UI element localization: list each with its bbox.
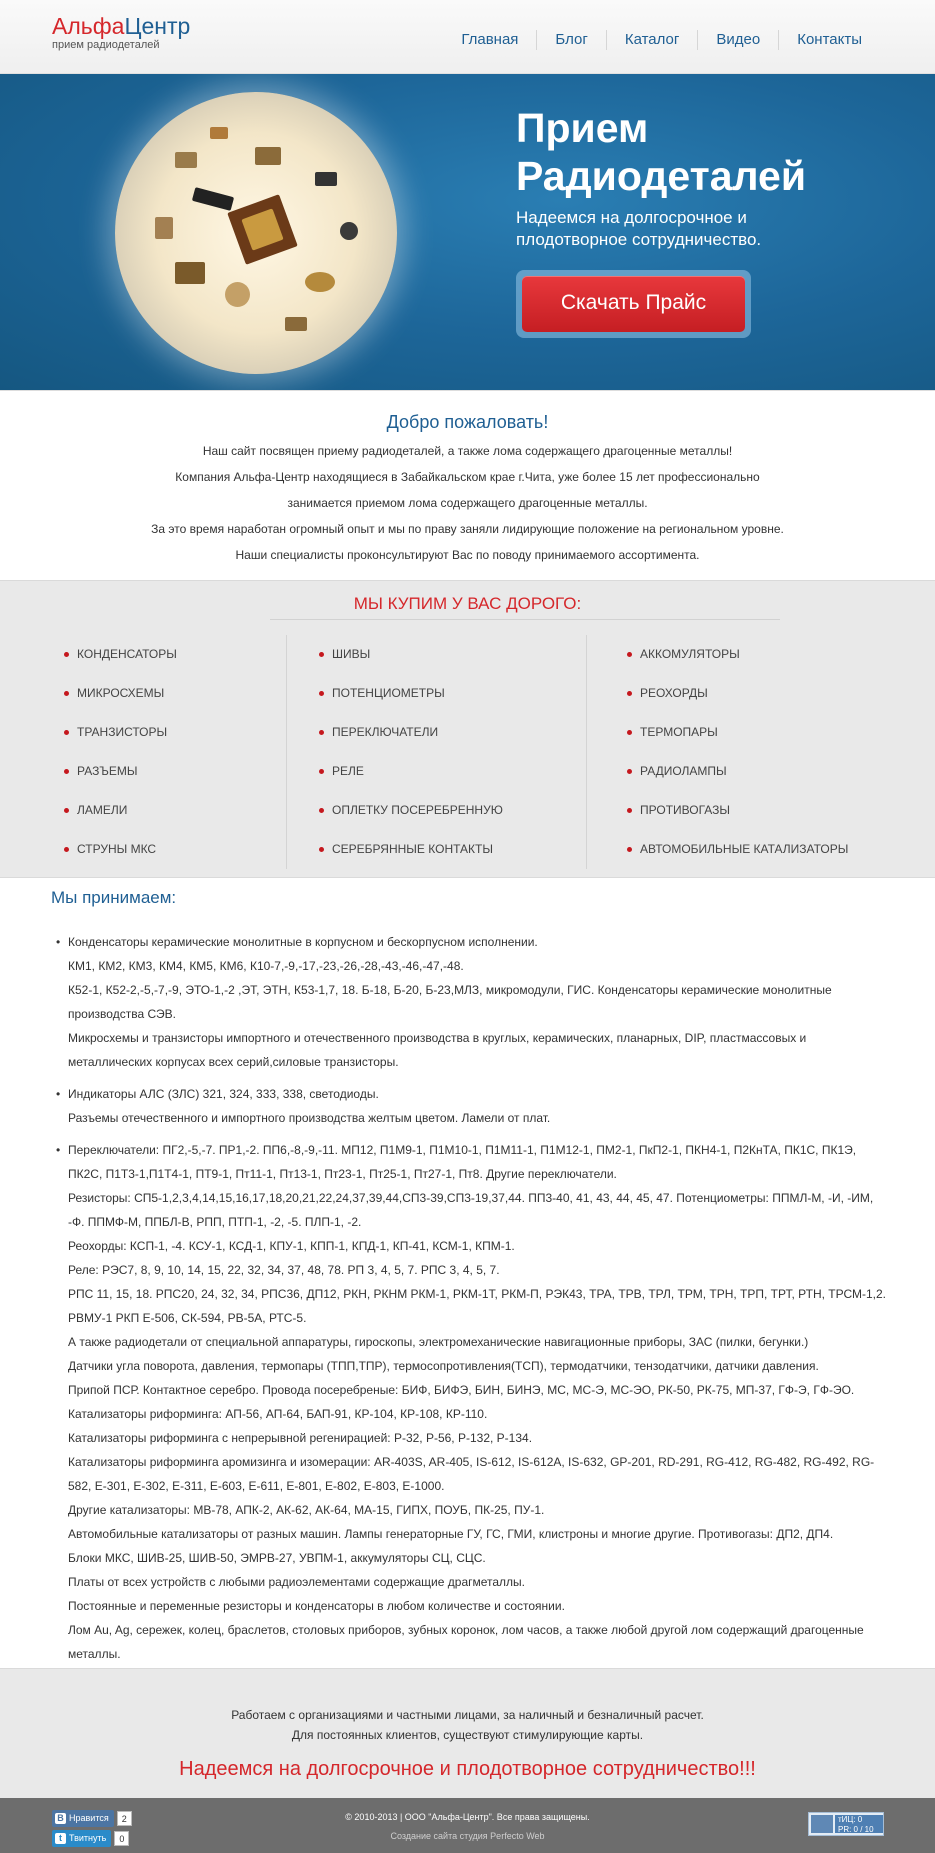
buy-item: РЕОХОРДЫ bbox=[627, 674, 882, 713]
buy-item: СТРУНЫ МКС bbox=[64, 830, 286, 869]
tweet-button[interactable]: t Твитнуть bbox=[52, 1830, 111, 1847]
logo-subtitle: прием радиодеталей bbox=[52, 39, 160, 51]
vk-icon: В bbox=[55, 1813, 66, 1824]
vk-like-count: 2 bbox=[117, 1811, 132, 1826]
buy-item: ТРАНЗИСТОРЫ bbox=[64, 713, 286, 752]
accept-title: Мы принимаем: bbox=[51, 888, 177, 907]
list-item: • Переключатели: ПГ2,-5,-7. ПР1,-2. ПП6,-8,-9,-11. МП12, П1М9-1, П1М10-1, П1М11-1, П1М12-1, ПМ2-1, ПкП2-1, ПКН4-1, П2КнТА, ПК1С, ПК1Э, ПК2С, П1Т3-1,П1Т4-1, ПТ9-1, Пт11-1, Пт13-1, Пт23-1, Пт25-1, Пт27-1, Пт8. Другие переключатели. Резисторы: СП5-1,2,3,4,14,15,16,17,18,20,21,22,24,37,39,44,СП3-39,СП3-19,37,44. ПП3-40, 41, 43, 44, 45, 47. Потенциометры: ППМЛ-М, -И, -ИМ, -Ф. ППМФ-М, ППБЛ-В, РПП, ПТП-1, -2, -5. ПЛП-1, -2. Реохорды: КСП-1, -4. КСУ-1, КСД-1, КПУ-1, КПП-1, КПД-1, КП-41, КСМ-1, КПМ-1. Реле: РЭС7, 8, 9, 10, 14, 15, 22, 32, 34, 37, 48, 78. РП 3, 4, 5, 7. РПС 3, 4, 5, 7. РПС 11, 15, 18. РПС20, 24, 32, 34, РПС36, ДП12, РКН, РКНМ РКМ-1, РКМ-1Т, РКМ-П, РЭК43, ТРА, ТРВ, ТРЛ, ТРМ, ТРН, ТРП, ТРТ, РТН, ТРСМ-1,2. РВМУ-1 РКП Е-506, СК-594, РВ-5А, РТС-5. А также радиодетали от специальной аппаратуры, гироскопы, электромеханические навигационные приборы, ЗАС (пилки, бегунки.) Датчики угла поворота, давления, термопары (ТПП,ТПР), термосопротивления(ТСП), термодатчики, тензодатчики, датчики давления. Припой ПСР. Контактное серебро. Провода посеребреные: БИФ, БИФЭ, БИН, БИНЭ, МС, МС-Э, МС-ЭО, РК-50, РК-75, МП-37, ГФ-Э, ГФ-ЭО. Катализаторы риформинга: АП-56, АП-64, БАП-91, КР-104, КР-108, КР-110. Катализаторы риформинга с непрерывной регенирацией: Р-32, Р-56, Р-132, Р-134. Катализаторы риформинга аромизинга и изомерации: AR-403S, AR-405, IS-612, IS-612A, IS-632, GP-201, RD-291, RG-412, RG-482, RG-492, RG-582, E-301, E-302, E-311, E-603, E-611, E-801, E-802, E-803, E-1000. Другие катализаторы: МВ-78, АПК-2, АК-62, АК-64, МА-15, ГИПХ, ПОУБ, ПК-25, ПУ-1. Автомобильные катализаторы от разных машин. Лампы генераторные ГУ, ГС, ГМИ, клистроны и многие другие. Противогазы: ДП2, ДП4. Блоки МКС, ШИВ-25, ШИВ-50, ЭМРВ-27, УВПМ-1, аккумуляторы СЦ, СЦС. Платы от всех устройств с любыми радиоэлементами содержащие драгметаллы. Постоянные и переменные резисторы и конденсаторы в любом количестве и состоянии. Лом Au, Ag, сережек, колец, браслетов, столовых приборов, зубных коронок, лом часов, а также любой другой лом содержащий драгоценные металлы. bbox=[68, 1138, 888, 1666]
buy-item: ШИВЫ bbox=[319, 635, 586, 674]
hero-title: Прием Радиодеталей bbox=[516, 105, 807, 199]
welcome-title: Добро пожаловать! bbox=[386, 412, 549, 432]
download-price-button[interactable]: Скачать Прайс bbox=[522, 276, 745, 332]
buy-item: ПРОТИВОГАЗЫ bbox=[627, 791, 882, 830]
hero-subtitle: Надеемся на долгосрочное и плодотворное сотрудничество. bbox=[516, 208, 762, 249]
welcome-section bbox=[0, 390, 935, 580]
counter-tic: тИЦ: 0 bbox=[838, 1815, 863, 1824]
copyright: © 2010-2013 | ООО "Альфа-Центр". Все права защищены. bbox=[345, 1812, 590, 1822]
buy-title: МЫ КУПИМ У ВАС ДОРОГО: bbox=[353, 594, 582, 613]
nav-video[interactable]: Видео bbox=[697, 30, 778, 50]
slogan: Надеемся на долгосрочное и плодотворное сотрудничество!!! bbox=[179, 1758, 756, 1780]
divider bbox=[270, 619, 780, 620]
buy-item: МИКРОСХЕМЫ bbox=[64, 674, 286, 713]
buy-item: РАЗЪЕМЫ bbox=[64, 752, 286, 791]
logo-text: АльфаЦентр bbox=[52, 13, 191, 39]
buy-item: РЕЛЕ bbox=[319, 752, 586, 791]
site-header bbox=[0, 0, 935, 74]
main-nav bbox=[443, 30, 880, 50]
created-by-link[interactable]: Создание сайта студия Perfecto Web bbox=[390, 1831, 545, 1841]
welcome-text: Компания Альфа-Центр находящиеся в Забайкальском крае г.Чита, уже более 15 лет профессионально bbox=[175, 470, 760, 484]
buy-item: КОНДЕНСАТОРЫ bbox=[64, 635, 286, 674]
vk-like-button[interactable]: В Нравится bbox=[52, 1810, 114, 1827]
welcome-text: Наш сайт посвящен приему радиодеталей, а также лома содержащего драгоценные металлы! bbox=[202, 444, 733, 458]
welcome-text: занимается приемом лома содержащего драгоценные металлы. bbox=[287, 496, 648, 510]
nav-home[interactable]: Главная bbox=[461, 31, 519, 48]
list-item: • Индикаторы АЛС (ЗЛС) 321, 324, 333, 338, светодиоды. Разъемы отечественного и импортного производства желтым цветом. Ламели от плат. bbox=[68, 1082, 888, 1130]
buy-item: РАДИОЛАМПЫ bbox=[627, 752, 882, 791]
buy-column-3 bbox=[587, 635, 882, 869]
tweet-count: 0 bbox=[114, 1831, 129, 1846]
welcome-text: За это время наработан огромный опыт и мы по праву заняли лидирующие положение на региональном уровне. bbox=[151, 522, 784, 536]
site-footer bbox=[0, 1798, 935, 1853]
twitter-icon: t bbox=[55, 1833, 66, 1844]
components-photo bbox=[115, 92, 397, 374]
accept-section bbox=[0, 878, 935, 1668]
buy-item: АВТОМОБИЛЬНЫЕ КАТАЛИЗАТОРЫ bbox=[627, 830, 882, 869]
counter-logo-icon bbox=[811, 1815, 833, 1833]
buy-item: АККОМУЛЯТОРЫ bbox=[627, 635, 882, 674]
buy-item: ПЕРЕКЛЮЧАТЕЛИ bbox=[319, 713, 586, 752]
cooperation-note bbox=[0, 1668, 935, 1798]
yandex-counter[interactable] bbox=[808, 1812, 884, 1836]
nav-blog[interactable]: Блог bbox=[536, 30, 605, 50]
buy-item: ПОТЕНЦИОМЕТРЫ bbox=[319, 674, 586, 713]
counter-pr: PR: 0 / 10 bbox=[838, 1825, 874, 1834]
note-text: Работаем с организациями и частными лицами, за наличный и безналичный расчет. bbox=[231, 1708, 704, 1722]
buy-item: ТЕРМОПАРЫ bbox=[627, 713, 882, 752]
site-logo[interactable] bbox=[52, 14, 190, 51]
hero-banner bbox=[0, 74, 935, 390]
download-price-frame bbox=[516, 270, 751, 338]
list-item: • Конденсаторы керамические монолитные в корпусном и бескорпусном исполнении. КМ1, КМ2, КМ3, КМ4, КМ5, КМ6, К10-7,-9,-17,-23,-26,-28,-43,-46,-47,-48. К52-1, К52-2,-5,-7,-9, ЭТО-1,-2 ,ЭТ, ЭТН, К53-1,7, 18. Б-18, Б-20, Б-23,МЛЗ, микромодули, ГИС. Конденсаторы керамические монолитные производства СЭВ. Микросхемы и транзисторы импортного и отечественного производства в круглых, керамических, планарных, DIP, пластмассовых и металлических корпусах всех серий,силовые транзисторы. bbox=[68, 930, 888, 1074]
buy-section bbox=[0, 580, 935, 878]
nav-contacts[interactable]: Контакты bbox=[778, 30, 880, 50]
buy-item: ЛАМЕЛИ bbox=[64, 791, 286, 830]
buy-item: ОПЛЕТКУ ПОСЕРЕБРЕННУЮ bbox=[319, 791, 586, 830]
nav-catalog[interactable]: Каталог bbox=[606, 30, 698, 50]
note-text: Для постоянных клиентов, существуют стимулирующие карты. bbox=[291, 1728, 644, 1742]
buy-item: СЕРЕБРЯННЫЕ КОНТАКТЫ bbox=[319, 830, 586, 869]
buy-column-1 bbox=[52, 635, 287, 869]
welcome-text: Наши специалисты проконсультируют Вас по поводу принимаемого ассортимента. bbox=[235, 548, 700, 562]
buy-column-2 bbox=[287, 635, 587, 869]
